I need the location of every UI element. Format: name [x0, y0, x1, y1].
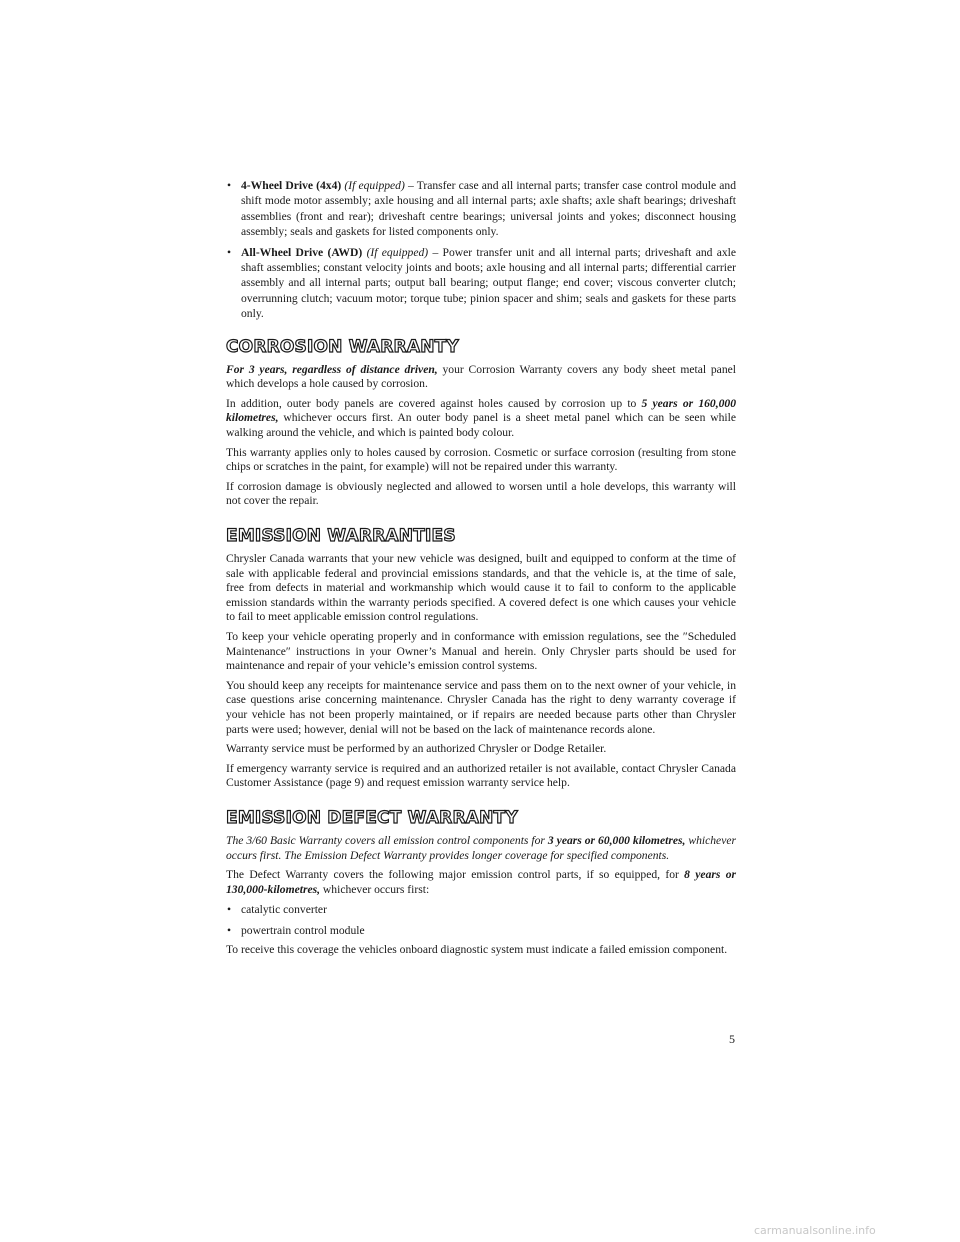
bullet-awd-qualifier: (If equipped): [366, 245, 429, 259]
corrosion-outer-term: 5 years or 160,000 kilometres,: [226, 396, 736, 425]
watermark: carmanualsonline.info: [754, 1224, 876, 1237]
defect-heading: EMISSION DEFECT WARRANTY: [226, 807, 518, 828]
defect-paragraph-1: [226, 834, 736, 863]
defect-p2-text-b: whichever occurs first:: [320, 882, 430, 896]
bullet-4wd-qualifier: (If equipped): [344, 179, 405, 192]
defect-p1-italic-a: The 3/60 Basic Warranty covers all emission control components for: [226, 833, 548, 847]
bullet-4wd-text: – Transfer case and all internal parts; transfer case control module and shift mode motor assembly; axle housing and all internal parts; axle shafts; axle shaft bearings; driveshaft assemblies (front and rear); driveshaft centre bearings; universal joints and yokes; disconnect housing assembly; seals and gaskets for listed components only.: [241, 179, 736, 239]
defect-paragraph-2: [226, 868, 736, 897]
defect-p1-term: 3 years or 60,000 kilometres,: [547, 833, 686, 847]
bullet-dot: •: [227, 923, 232, 937]
list-item-text: powertrain control module: [241, 923, 365, 937]
defect-p2-term: 8 years or 130,000-kilometres,: [226, 868, 736, 896]
corrosion-paragraph-2: [226, 397, 736, 441]
corrosion-term: For 3 years, regardless of distance driven,: [226, 362, 438, 376]
corrosion-p2-text-a: In addition, outer body panels are covered against holes caused by corrosion up to: [226, 396, 642, 410]
emission-paragraph-2: To keep your vehicle operating properly and in conformance with emission regulations, see the ″Scheduled Maintenance″ instructions in your Owner’s Manual and herein. Only Chrysler parts should be used for maintenance and repair of your vehicle’s emission control systems.: [226, 629, 736, 673]
list-item-text: catalytic converter: [241, 903, 327, 917]
list-item-catalytic-converter: [226, 902, 736, 917]
emission-paragraph-5: If emergency warranty service is required and an authorized retailer is not available, contact Chrysler Canada Customer Assistance (page 9) and request emission warranty service help.: [226, 761, 736, 790]
emission-heading: EMISSION WARRANTIES: [226, 526, 456, 546]
bullet-4wd: [226, 178, 736, 240]
bullet-awd: [226, 245, 736, 322]
bullet-awd-title: All-Wheel Drive (AWD): [241, 245, 363, 259]
corrosion-paragraph-3: This warranty applies only to holes caused by corrosion. Cosmetic or surface corrosion (resulting from stone chips or scratches in the paint, for example) will not be repaired under this warranty.: [226, 445, 736, 474]
bullet-4wd-title: 4-Wheel Drive (4x4): [241, 179, 342, 192]
emission-paragraph-4: Warranty service must be performed by an authorized Chrysler or Dodge Retailer.: [226, 742, 607, 756]
bullet-dot: •: [227, 179, 232, 192]
page-number: 5: [729, 1032, 735, 1046]
list-item-powertrain-control-module: [226, 923, 736, 938]
emission-paragraph-1: Chrysler Canada warrants that your new vehicle was designed, built and equipped to conform at the time of sale with applicable federal and provincial emissions standards, and that the vehicle is, at the time of sale, free from defects in material and workmanship which would cause it to fail to conform to the applicable emission standards within the warranty periods specified. A covered defect is one which causes your vehicle to fail to meet applicable emission control regulations.: [226, 552, 736, 624]
defect-paragraph-3: To receive this coverage the vehicles onboard diagnostic system must indicate a failed emission component.: [226, 943, 728, 957]
emission-paragraph-3: You should keep any receipts for maintenance service and pass them on to the next owner of your vehicle, in case questions arise concerning maintenance. Chrysler Canada has the right to deny warranty coverage if your vehicle has not been properly maintained, or if repairs are needed because parts other than Chrysler parts were used; however, denial will not be based on the lack of maintenance records alone.: [226, 678, 736, 736]
bullet-awd-text: – Power transfer unit and all internal parts; driveshaft and axle shaft assemblies; constant velocity joints and boots; axle housing and all internal parts; differential carrier assembly and all internal parts; output ball bearing; output flange; end cover; viscous converter clutch; overrunning clutch; vacuum motor; torque tube; pinion spacer and shim; seals and gaskets for these parts only.: [241, 245, 737, 321]
corrosion-heading: CORROSION WARRANTY: [226, 336, 459, 357]
manual-page: [226, 178, 736, 963]
defect-p1-italic-b: whichever occurs first. The Emission Defect Warranty provides longer coverage for specified components.: [226, 833, 737, 862]
corrosion-paragraph-1: [226, 363, 736, 392]
corrosion-paragraph-4: If corrosion damage is obviously neglected and allowed to worsen until a hole develops, this warranty will not cover the repair.: [226, 479, 736, 508]
bullet-dot: •: [227, 245, 232, 259]
corrosion-p1-text: your Corrosion Warranty covers any body sheet metal panel which develops a hole caused by corrosion.: [226, 362, 736, 391]
defect-p2-text-a: The Defect Warranty covers the following major emission control parts, if so equipped, for: [226, 868, 685, 882]
bullet-dot: •: [227, 903, 232, 917]
corrosion-p2-text-b: whichever occurs first. An outer body panel is a sheet metal panel which can be seen while walking around the vehicle, and which is painted body colour.: [226, 411, 736, 440]
